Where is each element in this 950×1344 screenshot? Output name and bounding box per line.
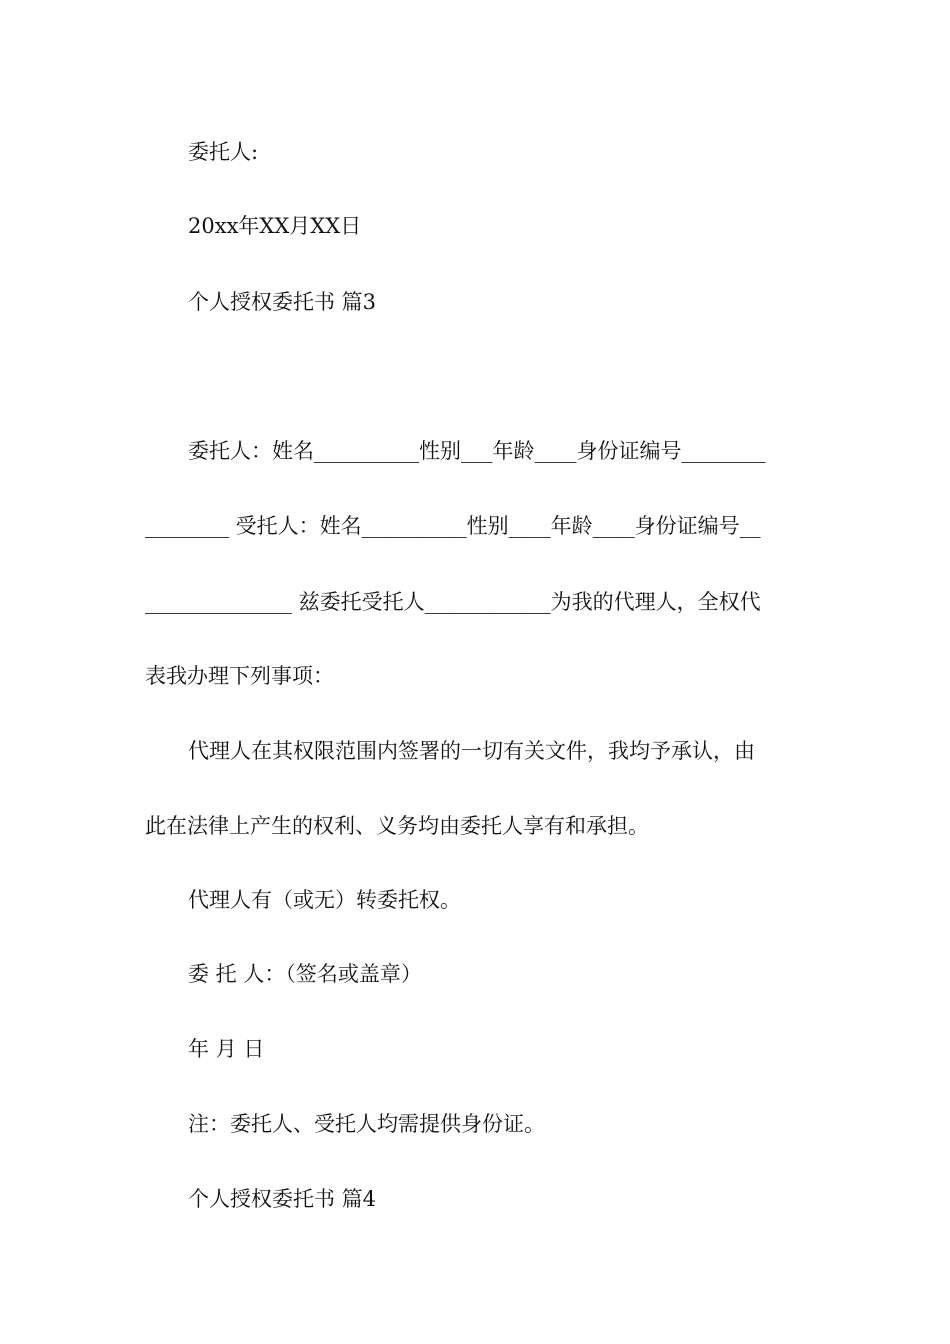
appointment-continuation: 表我办理下列事项： (145, 664, 334, 688)
clause-1-line-2: 此在法律上产生的权利、义务均由委托人享有和承担。 (145, 814, 649, 838)
signature-line: 委 托 人：（签名或盖章） (188, 962, 422, 986)
date-blank-line: 年 月 日 (188, 1037, 265, 1061)
signature-date: 20xx年XX月XX日 (188, 214, 362, 238)
principal-info-line: 委托人：姓名__________性别___年龄____身份证编号________ (188, 439, 766, 463)
appointment-line: ______________ 兹委托受托人____________为我的代理人，全权代 (145, 590, 761, 614)
agent-info-line: ________ 受托人：姓名__________性别____年龄____身份证编号__ (145, 514, 761, 538)
note-line: 注：委托人、受托人均需提供身份证。 (188, 1112, 545, 1136)
section-3-heading: 个人授权委托书 篇3 (188, 290, 377, 314)
principal-label: 委托人: (188, 140, 259, 164)
section-4-heading: 个人授权委托书 篇4 (188, 1187, 377, 1211)
clause-2: 代理人有（或无）转委托权。 (188, 888, 461, 912)
clause-1-line-1: 代理人在其权限范围内签署的一切有关文件，我均予承认，由 (188, 739, 755, 763)
